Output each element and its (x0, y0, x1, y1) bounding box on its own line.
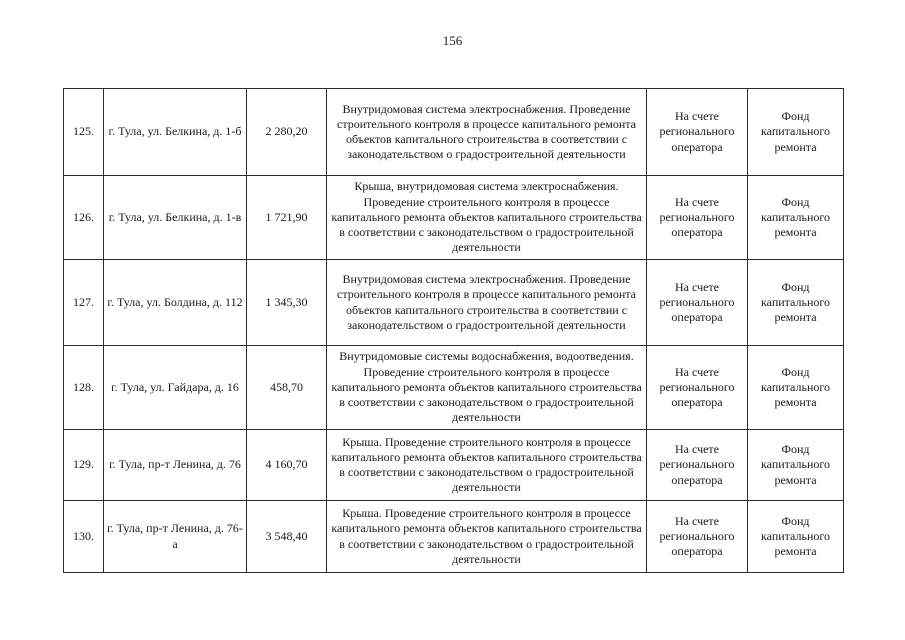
row-number: 127. (64, 260, 104, 346)
area-cell: 2 280,20 (247, 89, 327, 176)
area-cell: 3 548,40 (247, 501, 327, 573)
address-cell: г. Тула, ул. Белкина, д. 1-в (104, 176, 247, 260)
fund-cell: Фонд капитального ремонта (748, 176, 844, 260)
fund-cell: Фонд капитального ремонта (748, 501, 844, 573)
fund-cell: Фонд капитального ремонта (748, 346, 844, 430)
area-cell: 1 345,30 (247, 260, 327, 346)
row-number: 125. (64, 89, 104, 176)
area-cell: 1 721,90 (247, 176, 327, 260)
table-row (64, 346, 844, 430)
repair-registry-table (63, 88, 844, 573)
fund-cell: Фонд капитального ремонта (748, 430, 844, 501)
address-cell: г. Тула, пр-т Ленина, д. 76-а (104, 501, 247, 573)
works-cell: Внутридомовая система электроснабжения. Проведение строительного контроля в процессе капитального ремонта объектов капитального строительства в соответствии с законодательством о градостроительной деятельности (327, 89, 647, 176)
account-cell: На счете регионального оператора (647, 260, 748, 346)
row-number: 126. (64, 176, 104, 260)
page-number: 156 (442, 33, 463, 48)
works-cell: Крыша. Проведение строительного контроля в процессе капитального ремонта объектов капитального строительства в соответствии с законодательством о градостроительной деятельности (327, 501, 647, 573)
address-cell: г. Тула, ул. Гайдара, д. 16 (104, 346, 247, 430)
table-row (64, 501, 844, 573)
table-row (64, 176, 844, 260)
row-number: 129. (64, 430, 104, 501)
table-row (64, 89, 844, 176)
works-cell: Внутридомовые системы водоснабжения, водоотведения. Проведение строительного контроля в процессе капитального ремонта объектов капитального строительства в соответствии с законодательством о градостроительной деятельности (327, 346, 647, 430)
account-cell: На счете регионального оператора (647, 430, 748, 501)
fund-cell: Фонд капитального ремонта (748, 89, 844, 176)
area-cell: 458,70 (247, 346, 327, 430)
address-cell: г. Тула, ул. Болдина, д. 112 (104, 260, 247, 346)
account-cell: На счете регионального оператора (647, 89, 748, 176)
account-cell: На счете регионального оператора (647, 176, 748, 260)
address-cell: г. Тула, пр-т Ленина, д. 76 (104, 430, 247, 501)
row-number: 130. (64, 501, 104, 573)
fund-cell: Фонд капитального ремонта (748, 260, 844, 346)
account-cell: На счете регионального оператора (647, 346, 748, 430)
area-cell: 4 160,70 (247, 430, 327, 501)
works-cell: Крыша, внутридомовая система электроснабжения. Проведение строительного контроля в процессе капитального ремонта объектов капитального строительства в соответствии с законодательством о градостроительной деятельности (327, 176, 647, 260)
works-cell: Внутридомовая система электроснабжения. Проведение строительного контроля в процессе капитального ремонта объектов капитального строительства в соответствии с законодательством о градостроительной деятельности (327, 260, 647, 346)
table-row (64, 430, 844, 501)
works-cell: Крыша. Проведение строительного контроля в процессе капитального ремонта объектов капитального строительства в соответствии с законодательством о градостроительной деятельности (327, 430, 647, 501)
table-row (64, 260, 844, 346)
account-cell: На счете регионального оператора (647, 501, 748, 573)
address-cell: г. Тула, ул. Белкина, д. 1-б (104, 89, 247, 176)
row-number: 128. (64, 346, 104, 430)
